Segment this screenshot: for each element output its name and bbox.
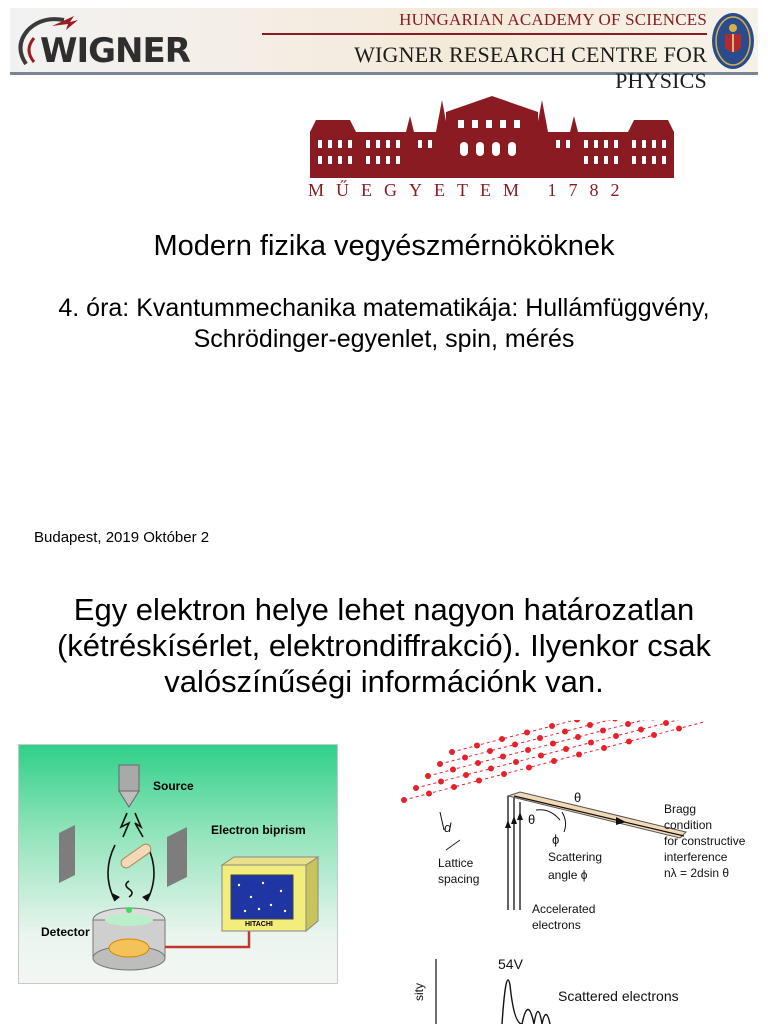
lattice-label-1: Lattice bbox=[438, 856, 474, 870]
lattice-dot bbox=[462, 755, 468, 761]
accelerated-label-1: Accelerated bbox=[532, 902, 596, 916]
bragg-label-2: condition bbox=[664, 818, 713, 832]
scattering-label-2: angle ϕ bbox=[548, 868, 588, 882]
lattice-dot bbox=[575, 734, 581, 740]
lattice-dot bbox=[574, 720, 580, 723]
plot-legend: Scattered electrons bbox=[558, 988, 679, 1004]
bragg-label-1: Bragg bbox=[664, 802, 697, 816]
bragg-label-4: interference bbox=[664, 850, 728, 864]
lattice-dot bbox=[513, 759, 519, 765]
monitor-brand: HITACHI bbox=[245, 921, 273, 928]
lattice-dot bbox=[626, 739, 632, 745]
lattice-dot bbox=[525, 747, 531, 753]
lattice-dot bbox=[613, 733, 619, 739]
lattice-dot bbox=[550, 741, 556, 747]
lattice-dot bbox=[562, 729, 568, 735]
accelerated-label-2: electrons bbox=[532, 918, 581, 932]
lattice-dot bbox=[463, 772, 469, 778]
bragg-figure bbox=[396, 720, 764, 956]
d-label: d bbox=[444, 820, 452, 835]
peak-label: 54V bbox=[498, 956, 523, 972]
slide-subtitle: 4. óra: Kvantummechanika matematikája: Hullámfüggvény, Schrödinger-egyenlet, spin, mérés bbox=[58, 294, 710, 353]
lattice-dot bbox=[438, 779, 444, 785]
lattice-dot bbox=[437, 761, 443, 767]
intensity-plot bbox=[410, 955, 750, 1024]
lattice-dot bbox=[413, 785, 419, 791]
bme-building-logo bbox=[310, 94, 674, 178]
phi-label: ϕ bbox=[552, 832, 560, 847]
lattice-dot bbox=[501, 771, 507, 777]
lattice-dot bbox=[551, 758, 557, 764]
lattice-dot bbox=[475, 760, 481, 766]
academy-seal-icon bbox=[711, 12, 755, 70]
lattice-dot bbox=[449, 749, 455, 755]
lattice-dot bbox=[487, 748, 493, 754]
lattice-dot bbox=[563, 746, 569, 752]
lattice-dot bbox=[651, 732, 657, 738]
banner-academy-line: HUNGARIAN ACADEMY OF SCIENCES bbox=[399, 10, 707, 29]
lattice-dot bbox=[576, 752, 582, 758]
banner-rule bbox=[262, 33, 707, 35]
wigner-logo bbox=[12, 12, 190, 74]
lattice-dot bbox=[450, 767, 456, 773]
lattice-dot bbox=[638, 727, 644, 733]
slide-date: Budapest, 2019 Október 2 bbox=[34, 529, 210, 546]
lattice-dot bbox=[526, 765, 532, 771]
lattice-dot bbox=[425, 773, 431, 779]
banner-centre-line: WIGNER RESEARCH CENTRE FOR PHYSICS bbox=[354, 42, 707, 93]
lattice-dot bbox=[500, 754, 506, 760]
lattice-dot bbox=[512, 742, 518, 748]
slide-statement: Egy elektron helye lehet nagyon határozatlan (kétréskísérlet, elektrondiffrakció). Ilyenkor csak valószínűségi információnk van. bbox=[56, 592, 712, 699]
scattering-label-1: Scattering bbox=[548, 850, 603, 864]
plot-ylabel: sity bbox=[412, 983, 426, 1001]
lattice-dot bbox=[476, 778, 482, 784]
lattice-dot bbox=[650, 720, 656, 721]
biprism-label: Electron biprism bbox=[211, 823, 306, 837]
lattice-dot bbox=[537, 735, 543, 741]
bragg-formula: nλ = 2dsin θ bbox=[664, 866, 730, 880]
detector-label: Detector bbox=[41, 925, 90, 939]
lattice-dot bbox=[401, 797, 407, 803]
lattice-dot bbox=[663, 720, 669, 726]
slide-title: Modern fizika vegyészmérnököknek bbox=[153, 230, 615, 262]
wigner-wordmark: WIGNER bbox=[40, 31, 190, 71]
lattice-dot bbox=[601, 745, 607, 751]
lattice-dot bbox=[499, 736, 505, 742]
lattice-dot bbox=[549, 723, 555, 729]
biprism-figure bbox=[18, 744, 338, 984]
lattice-dot bbox=[451, 784, 457, 790]
lattice-dot bbox=[426, 791, 432, 797]
lattice-dot bbox=[488, 766, 494, 772]
lattice-dot bbox=[612, 720, 618, 722]
lattice-dot bbox=[587, 722, 593, 728]
lattice-dot bbox=[524, 730, 530, 736]
source-label: Source bbox=[153, 779, 194, 793]
lattice-dot bbox=[538, 753, 544, 759]
lattice-dot bbox=[676, 726, 682, 732]
theta-left-label: θ bbox=[528, 812, 536, 827]
lattice-label-2: spacing bbox=[438, 872, 480, 886]
lattice-dot bbox=[625, 721, 631, 727]
theta-top-label: θ bbox=[574, 790, 582, 805]
lattice-dot bbox=[588, 740, 594, 746]
bragg-label-3: for constructive bbox=[664, 834, 746, 848]
lattice-dot bbox=[474, 743, 480, 749]
lattice-guide-line bbox=[428, 720, 728, 776]
bme-wordmark: MŰEGYETEM 1782 bbox=[308, 180, 632, 200]
lattice-dot bbox=[600, 728, 606, 734]
